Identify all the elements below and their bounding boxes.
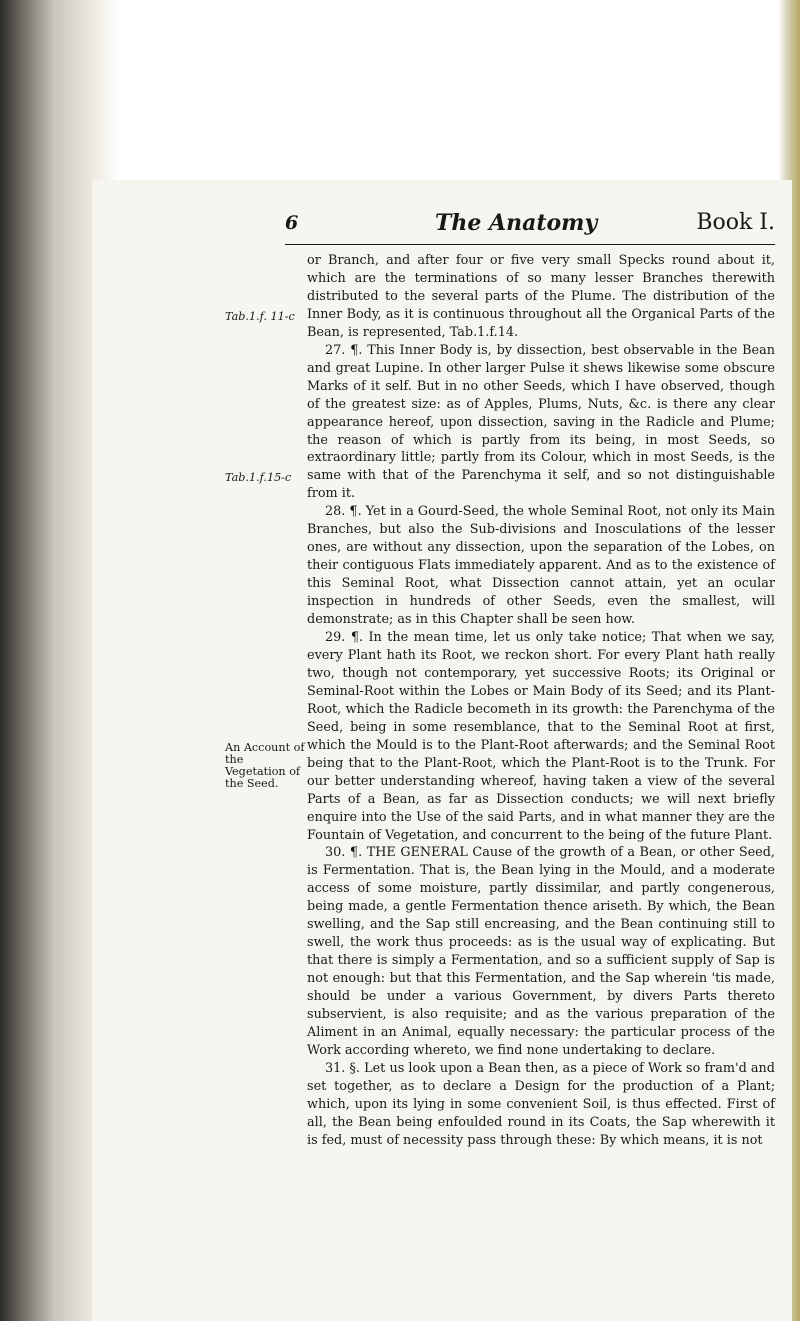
body-text xyxy=(307,252,775,1150)
paragraph: 31. §. Let us look upon a Bean then, as a piece of Work so fram'd and set together, as to declare a Design for the production of a Plant; which, upon its lying in some convenient Soil, is thus effected. First of all, the Bean being enfoulded round in its Coats, the Sap wherewith it is fed, must of necessity pass through these: By which means, it is not xyxy=(307,1060,775,1148)
paragraph: 30. ¶. THE GENERAL Cause of the growth of a Bean, or other Seed, is Fermentation. That is, the Bean lying in the Mould, and a moderate access of some moisture, partly dissimilar, and partly congenerous, being made, a gentle Fermentation thence ariseth. By which, the Bean swelling, and the Sap still encreasing, and the Bean continuing still to swell, the work thus proceeds: as is the usual way of explicating. But that there is simply a Fermentation, and so a sufficient supply of Sap is not enough: but that this Fermentation, and the Sap wherein 'tis made, should be under a various Government, by divers Parts thereto subservient, is also requisite; and as the various preparation of the Aliment in an Animal, equally necessary: the particular process of the Work according whereto, we find none undertaking to declare. xyxy=(307,845,775,1058)
paragraph: 29. ¶. In the mean time, let us only take notice; That when we say, every Plant hath its Root, we reckon short. For every Plant hath really two, though not contemporary, yet successive Roots; its Original or Seminal-Root within the Lobes or Main Body of its Seed; and its Plant-Root, which the Radicle becometh in its growth: the Parenchyma of the Seed, being in some resemblance, that to the Seminal Root at first, which the Mould is to the Plant-Root afterwards; and the Seminal Root being that to the Plant-Root, which the Plant-Root is to the Trunk. For our better understanding whereof, having taken a view of the several Parts of a Bean, as far as Dissection conducts; we will next briefly enquire into the Use of the said Parts, and in what manner they are the Fountain of Vegetation, and concurrent to the being of the future Plant. xyxy=(307,630,775,843)
paragraph: or Branch, and after four or five very small Specks round about it, which are the terminations of so many lesser Branches therewith distributed to the several parts of the Plume. The distribution of the Inner Body, as it is continuous throughout all the Organical Parts of the Bean, is represented, Tab.1.f.14. xyxy=(307,253,775,340)
paragraph: 27. ¶. This Inner Body is, by dissection, best observable in the Bean and great Lupine. In other larger Pulse it shews likewise some obscure Marks of it self. But in no other Seeds, which I have observed, though of the greatest size: as of Apples, Plums, Nuts, &c. is there any clear appearance hereof, upon dissection, saving in the Radicle and Plume; the reason of which is partly from its being, in most Seeds, so extraordinary little; partly from its Colour, which in most Seeds, is the same with that of the Parenchyma it self, and so not distinguishable from it. xyxy=(307,342,775,502)
running-title: The Anatomy xyxy=(435,210,598,236)
margin-note-section: An Account of the Vegetation of the Seed. xyxy=(225,741,305,790)
running-header xyxy=(285,212,775,242)
book-label: Book I. xyxy=(696,210,775,235)
header-rule xyxy=(285,244,775,245)
margin-note-figure-ref: Tab.1.f. 11-c xyxy=(225,310,295,323)
page-number: 6 xyxy=(285,212,299,234)
paragraph: 28. ¶. Yet in a Gourd-Seed, the whole Seminal Root, not only its Main Branches, but also the Sub-divisions and Inosculations of the lesser ones, are without any dissection, upon the separation of the Lobes, on their contiguous Flats immediately apparent. And as to the existence of this Seminal Root, what Dissection cannot attain, yet an ocular inspection in hundreds of other Seeds, even the smallest, will demonstrate; as in this Chapter shall be seen how. xyxy=(307,504,775,628)
margin-note-figure-ref: Tab.1.f.15-c xyxy=(225,471,292,484)
